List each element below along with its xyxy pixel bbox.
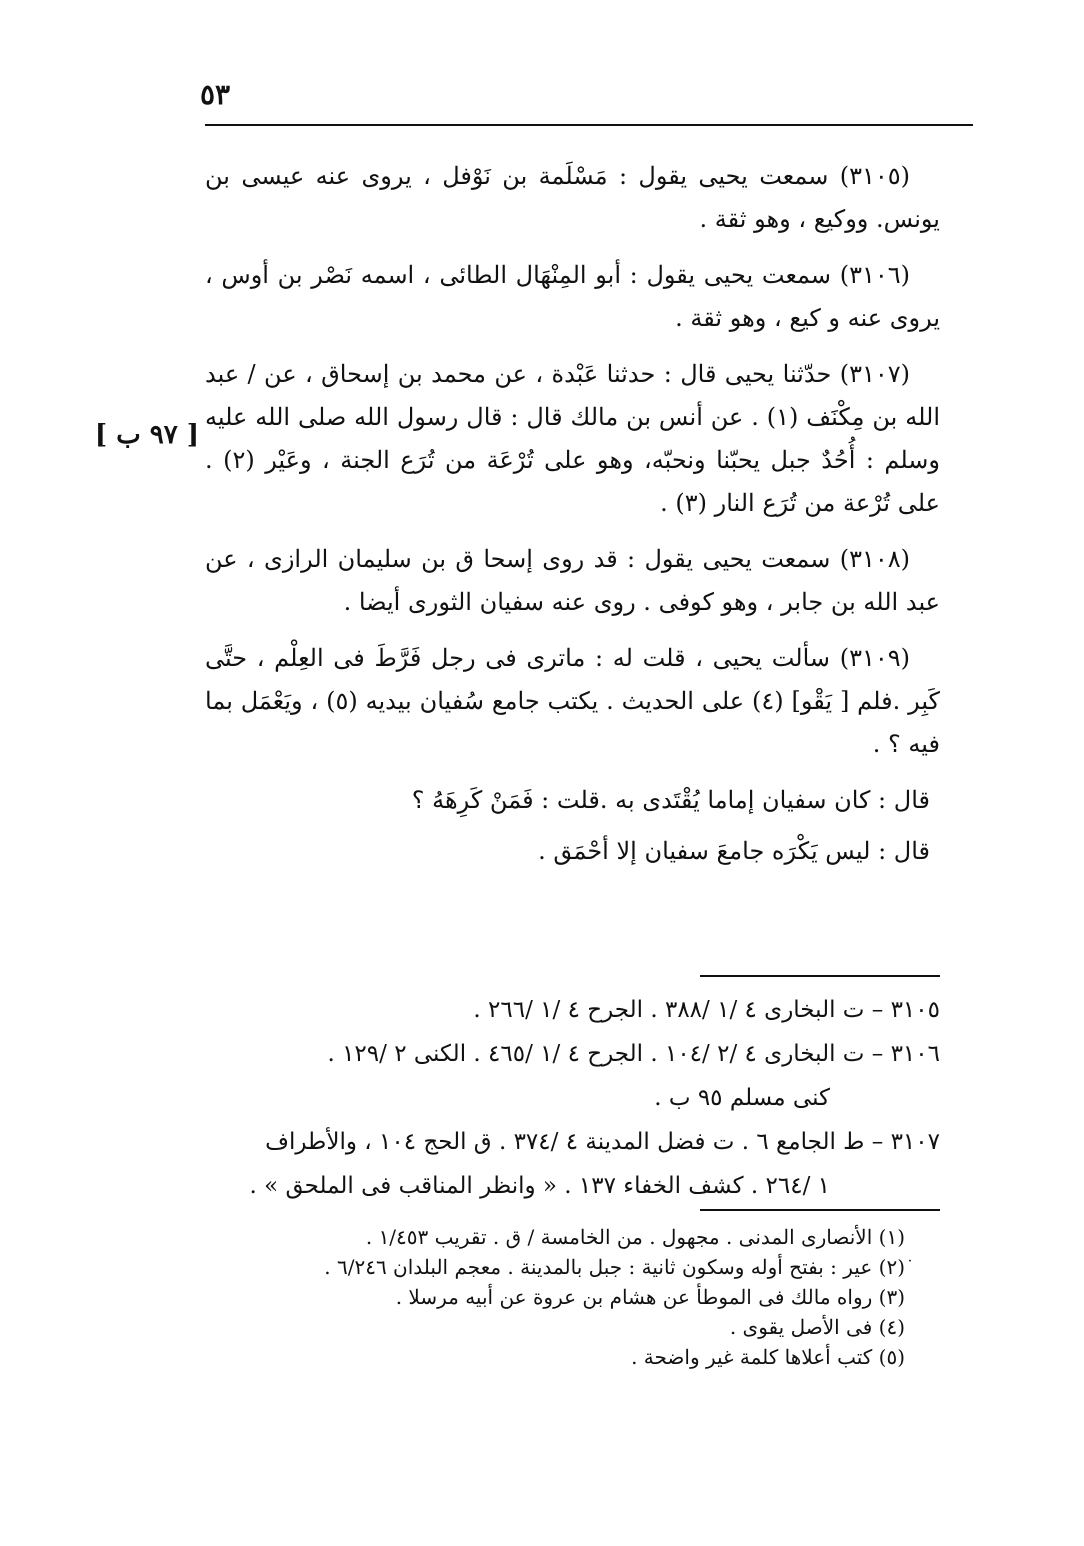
page-number: ٥٣ (200, 78, 231, 111)
footnote: (٣) رواه مالك فى الموطأ عن هشام بن عروة عن أبيه مرسلا . (395, 1285, 905, 1309)
entry-3107: (٣١٠٧) حدّثنا يحيى قال : حدثنا عَبْدة ، عن محمد بن إسحاق ، عن / عبد الله بن مِكْنَف (١) . عن أنس بن مالك قال : قال رسول الله صلى الله عليه وسلم : أُحُدٌ جبل يحبّنا ونحبّه، وهو على تُرْعَة من تُرَع الجنة ، وعَيْر (٢) . على تُرْعة من تُرَع النار (٣) . (205, 360, 941, 517)
footnote: (٤) فى الأصل يقوى . (729, 1315, 905, 1339)
dialogue-line: قال : كان سفيان إماما يُقْتَدى به .قلت : فَمَنْ كَرِهَهُ ؟ (411, 786, 930, 814)
source-references (205, 990, 940, 1210)
footnote: (٢) عير : بفتح أوله وسكون ثانية : جبل بالمدينة . معجم البلدان ٦/٢٤٦ . (324, 1255, 905, 1279)
footnote: (٥) كتب أعلاها كلمة غير واضحة . (631, 1345, 905, 1369)
sources-divider (700, 975, 940, 977)
source-ref: ٣١٠٥ – ت البخارى ٤ /١ /٣٨٨ . الجرح ٤ /١ /٢٦٦ . (473, 997, 940, 1023)
dialogue-line: قال : ليس يَكْرَه جامعَ سفيان إلا أحْمَق . (538, 837, 930, 865)
source-ref: كنى مسلم ٩٥ ب . (654, 1085, 830, 1111)
header-rule (205, 124, 973, 126)
source-ref: ١ /٢٦٤ . كشف الخفاء ١٣٧ . « وانظر المناقب فى الملحق » . (249, 1173, 830, 1199)
footnote: (١) الأنصارى المدنى . مجهول . من الخامسة / ق . تقريب ١/٤٥٣ . (365, 1225, 905, 1249)
footnotes-divider (700, 1209, 940, 1211)
source-ref: ٣١٠٦ – ت البخارى ٤ /٢ /١٠٤ . الجرح ٤ /١ /٤٦٥ . الكنى ٢ /١٢٩ . (327, 1041, 940, 1067)
entry-3105: (٣١٠٥) سمعت يحيى يقول : مَسْلَمة بن نَوْفل ، يروى عنه عيسى بن يونس. ووكيع ، وهو ثقة . (205, 162, 940, 233)
source-ref: ٣١٠٧ – ط الجامع ٦ . ت فضل المدينة ٤ /٣٧٤ . ق الحج ١٠٤ ، والأطراف (265, 1129, 940, 1155)
dialogue-lines (205, 779, 940, 873)
stray-mark: ˙ (906, 1257, 914, 1276)
main-text (205, 155, 940, 881)
entry-3108: (٣١٠٨) سمعت يحيى يقول : قد روى إسحا ق بن سليمان الرازى ، عن عبد الله بن جابر ، وهو كوفى . روى عنه سفيان الثورى أيضا . (205, 545, 940, 616)
entry-3109: (٣١٠٩) سألت يحيى ، قلت له : ماترى فى رجل فَرَّطَ فى العِلْم ، حتَّى كَبِر .فلم [ يَقْو] (٤) على الحديث . يكتب جامع سُفيان بيديه (٥) ، ويَعْمَل بما فيه ؟ . (205, 644, 940, 758)
footnotes (205, 1222, 905, 1372)
entry-3106: (٣١٠٦) سمعت يحيى يقول : أبو المِنْهَال الطائى ، اسمه نَصْر بن أوس ، يروى عنه و كيع ، وهو ثقة . (205, 261, 940, 332)
margin-folio-note: [ ٩٧ ب ] (94, 420, 200, 450)
